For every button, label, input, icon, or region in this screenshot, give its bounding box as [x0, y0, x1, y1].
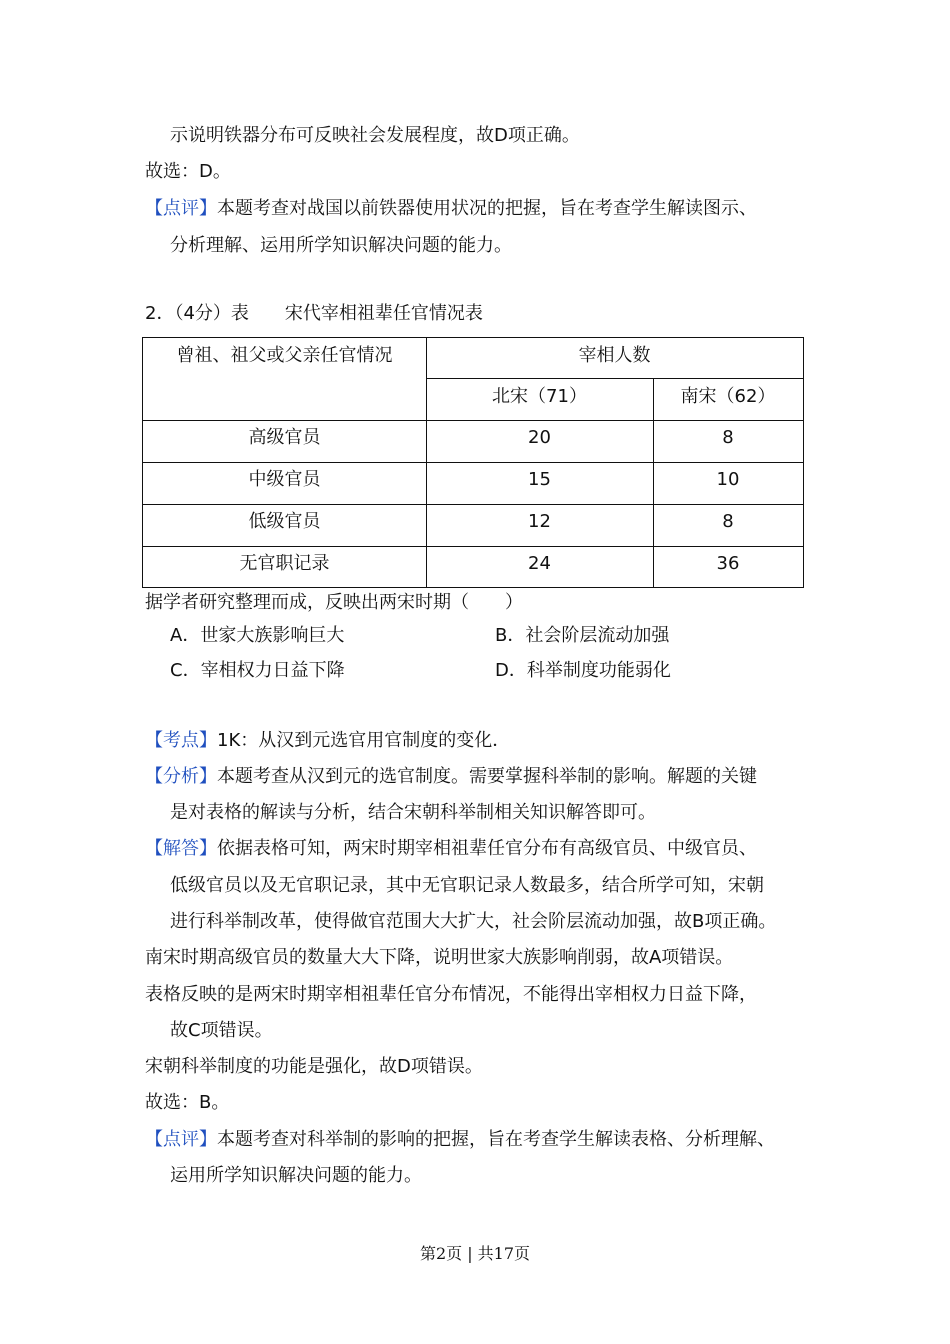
- row-south: 36: [716, 553, 740, 574]
- page-footer: 第2页 | 共17页: [419, 1244, 531, 1263]
- option-c: C．宰相权力日益下降: [170, 660, 345, 681]
- option-a: A．世家大族影响巨大: [170, 625, 345, 646]
- prev-explanation-line: 示说明铁器分布可反映社会发展程度，故D项正确。: [170, 125, 580, 146]
- dianping-text: 本题考查对科举制的影响的把握，旨在考查学生解读表格、分析理解、: [217, 1129, 775, 1150]
- jieda-tag: 【解答】: [145, 838, 217, 859]
- jieda-cont-2: 进行科举制改革，使得做官范围大大扩大，社会阶层流动加强，故B项正确。: [170, 911, 777, 932]
- row-north: 24: [528, 553, 551, 574]
- row-label: 低级官员: [248, 511, 321, 532]
- sub-header-south: 南宋（62）: [680, 386, 776, 407]
- analysis-option-a: 南宋时期高级官员的数量大大下降，说明世家大族影响削弱，故A项错误。: [145, 947, 734, 968]
- row-label: 高级官员: [248, 427, 321, 448]
- prev-answer: 故选：D。: [145, 161, 231, 182]
- fenxi: [145, 765, 757, 789]
- kaodian-text: 1K：从汉到元选官用官制度的变化．: [217, 730, 511, 751]
- row-north: 12: [528, 511, 551, 532]
- comment-tag: 【点评】: [145, 198, 217, 219]
- answer: 故选：B。: [145, 1092, 230, 1113]
- question-stem: 据学者研究整理而成，反映出两宋时期（ ）: [145, 592, 523, 613]
- row-south: 8: [722, 427, 734, 448]
- col-header-count: 宰相人数: [578, 345, 651, 366]
- officials-table: [142, 337, 804, 588]
- row-label: 无官职记录: [239, 553, 330, 574]
- row-south: 10: [716, 469, 740, 490]
- option-b: B．社会阶层流动加强: [495, 625, 670, 646]
- analysis-option-d: 宋朝科举制度的功能是强化，故D项错误。: [145, 1056, 483, 1077]
- row-south: 8: [722, 511, 734, 532]
- fenxi-cont: 是对表格的解读与分析，结合宋朝科举制相关知识解答即可。: [170, 802, 656, 823]
- dianping-tag: 【点评】: [145, 1129, 217, 1150]
- jieda: [145, 837, 757, 861]
- row-north: 20: [528, 427, 551, 448]
- analysis-option-c: 表格反映的是两宋时期宰相祖辈任官分布情况，不能得出宰相权力日益下降，: [145, 984, 757, 1005]
- prev-comment: [145, 197, 757, 221]
- comment-text: 本题考查对战国以前铁器使用状况的把握，旨在考查学生解读图示、: [217, 198, 757, 219]
- question-header: 2．（4分）表 宋代宰相祖辈任官情况表: [145, 303, 483, 324]
- sub-header-north: 北宋（71）: [492, 386, 587, 407]
- fenxi-text: 本题考查从汉到元的选官制度。需要掌握科举制的影响。解题的关键: [217, 766, 757, 787]
- dianping: [145, 1128, 775, 1152]
- kaodian: [145, 729, 510, 753]
- row-north: 15: [528, 469, 551, 490]
- option-d: D．科举制度功能弱化: [495, 660, 671, 681]
- prev-comment-cont: 分析理解、运用所学知识解决问题的能力。: [170, 235, 512, 256]
- col-header-ancestors: 曾祖、祖父或父亲任官情况: [176, 345, 393, 366]
- kaodian-tag: 【考点】: [145, 730, 217, 751]
- jieda-cont-1: 低级官员以及无官职记录，其中无官职记录人数最多，结合所学可知，宋朝: [170, 875, 764, 896]
- jieda-text: 依据表格可知，两宋时期宰相祖辈任官分布有高级官员、中级官员、: [217, 838, 757, 859]
- dianping-cont: 运用所学知识解决问题的能力。: [170, 1165, 422, 1186]
- row-label: 中级官员: [248, 469, 321, 490]
- fenxi-tag: 【分析】: [145, 766, 217, 787]
- analysis-option-c-cont: 故C项错误。: [170, 1020, 273, 1041]
